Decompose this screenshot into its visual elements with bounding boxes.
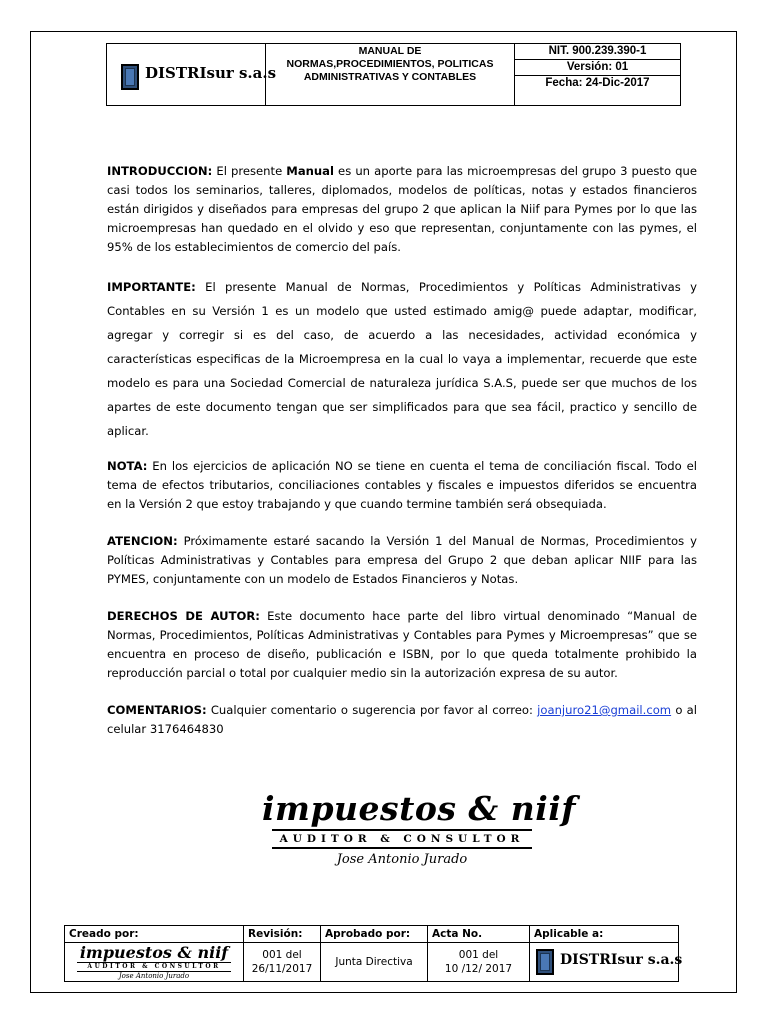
document-body [107,162,697,757]
nit-number: NIT. 900.239.390-1 [515,44,680,60]
revision-line-2: 26/11/2017 [251,963,313,975]
comentarios-label: COMENTARIOS: [107,703,207,717]
acta-cell [428,943,530,982]
distrisur-logo-icon [121,64,139,90]
distrisur-mini-logo-icon [536,949,554,975]
derechos-label: DERECHOS DE AUTOR: [107,609,260,623]
brand-divider-top [272,829,532,831]
company-logo-text: DISTRIsur s.a.s [145,64,277,82]
brand-name: impuestos & niif [262,789,576,828]
acta-line-2: 10 /12/ 2017 [444,963,513,975]
revision-cell [244,943,321,982]
applicable-header: Aplicable a: [530,926,679,943]
date-label: Fecha: 24-Dic-2017 [545,77,650,89]
title-line-1: MANUAL DE [358,45,422,57]
author-name: Jose Antonio Jurado [336,852,468,867]
approved-by-header: Aprobado por: [321,926,428,943]
importante-text: El presente Manual de Normas, Procedimientos y Políticas Administrativas y Contables en su Versión 1 es un modelo que usted estimado amig@ puede adaptar, modificar, agregar y corregir si es del caso, de acuerdo a las necesidades, actividad económica y características especificas de la Microempresa en la cual lo vaya a implementar, recuerde que este modelo es para una Sociedad Comercial de naturaleza jurídica S.A.S, puede ser que muchos de los apartes de este documento tengan que ser simplificados para que sea fácil, practico y sencillo de aplicar. [107,280,697,438]
derechos-text: Este documento hace parte del libro virtual denominado “Manual de Normas, Procedimientos, Políticas Administrativas y Contables para Pymes y Microempresas” que se encuentra en proceso de diseño, publicación e ISBN, por lo que queda totalmente prohibido la reproducción parcial o total por cualquier medio sin la autorización expresa de su autor. [107,609,697,680]
revision-line-1: 001 del [262,949,302,961]
nota-label: NOTA: [107,459,148,473]
acta-line-1: 001 del [458,949,499,961]
mini-author-name: Jose Antonio Jurado [118,971,190,980]
approved-by-cell: Junta Directiva [321,943,428,982]
created-by-cell [65,943,244,982]
intro-paragraph [107,162,697,257]
created-by-header: Creado por: [65,926,244,943]
version-label: Versión: 01 [515,60,680,76]
atencion-text: Próximamente estaré sacando la Versión 1 del Manual de Normas, Procedimientos y Políticas Administrativas y Contables para empresa del Grupo 2 que deban aplicar NIIF para las PYMES, conjuntamente con un modelo de Estados Financieros y Notas. [107,534,697,586]
brand-divider-bottom [272,847,532,849]
mini-brand-logo [69,944,239,981]
intro-text-1: El presente [212,164,287,178]
applicable-cell [530,943,683,982]
atencion-paragraph [107,532,697,589]
comentarios-paragraph [107,701,697,739]
atencion-label: ATENCION: [107,534,178,548]
acta-header: Acta No. [428,926,530,943]
company-logo-cell [106,43,277,106]
title-line-3: ADMINISTRATIVAS Y CONTABLES [303,71,477,83]
mini-brand-name: impuestos & niif [79,942,229,962]
applicable-company-text: DISTRIsur s.a.s [560,952,683,968]
importante-paragraph [107,275,697,443]
comentarios-text: Cualquier comentario o sugerencia por favor al correo: [206,703,538,717]
comentarios-phone-text: o al celular 3176464830 [107,703,697,736]
title-line-2: NORMAS,PROCEDIMIENTOS, POLITICAS [286,58,494,70]
revision-header: Revisión: [244,926,321,943]
header-meta [515,43,681,106]
manual-bold-word: Manual [286,164,334,178]
derechos-paragraph [107,607,697,683]
nota-text: En los ejercicios de aplicación NO se tiene en cuenta el tema de conciliación fiscal. Todo el tema de efectos tributarios, conciliaciones contables y fiscales e impuestos diferidos se encuentra en la Versión 2 que estoy trabajando y que cuando termine también será obsequiada. [107,459,697,511]
footer-approval-table [64,925,683,982]
mini-brand-tagline: AUDITOR & CONSULTOR [87,962,221,970]
intro-label: INTRODUCCION: [107,164,213,178]
brand-tagline: AUDITOR & CONSULTOR [279,833,525,845]
document-header [106,43,681,106]
nota-paragraph [107,457,697,514]
email-link[interactable]: joanjuro21@gmail.com [537,703,672,717]
importante-label: IMPORTANTE: [107,280,196,294]
intro-text-2: es un aporte para las microempresas del grupo 3 puesto que casi todos los seminarios, talleres, diplomados, modelos de políticas, notas y estados financieros están dirigidos y diseñados para empresas del grupo 2 que aplican la Niif para Pymes por lo que las microempresas han quedado en el olvido y eso que representan, conjuntamente con las pymes, el 95% de los establecimientos de comercio del país. [107,164,697,254]
manual-title [265,43,515,106]
author-signature-logo [262,789,576,880]
